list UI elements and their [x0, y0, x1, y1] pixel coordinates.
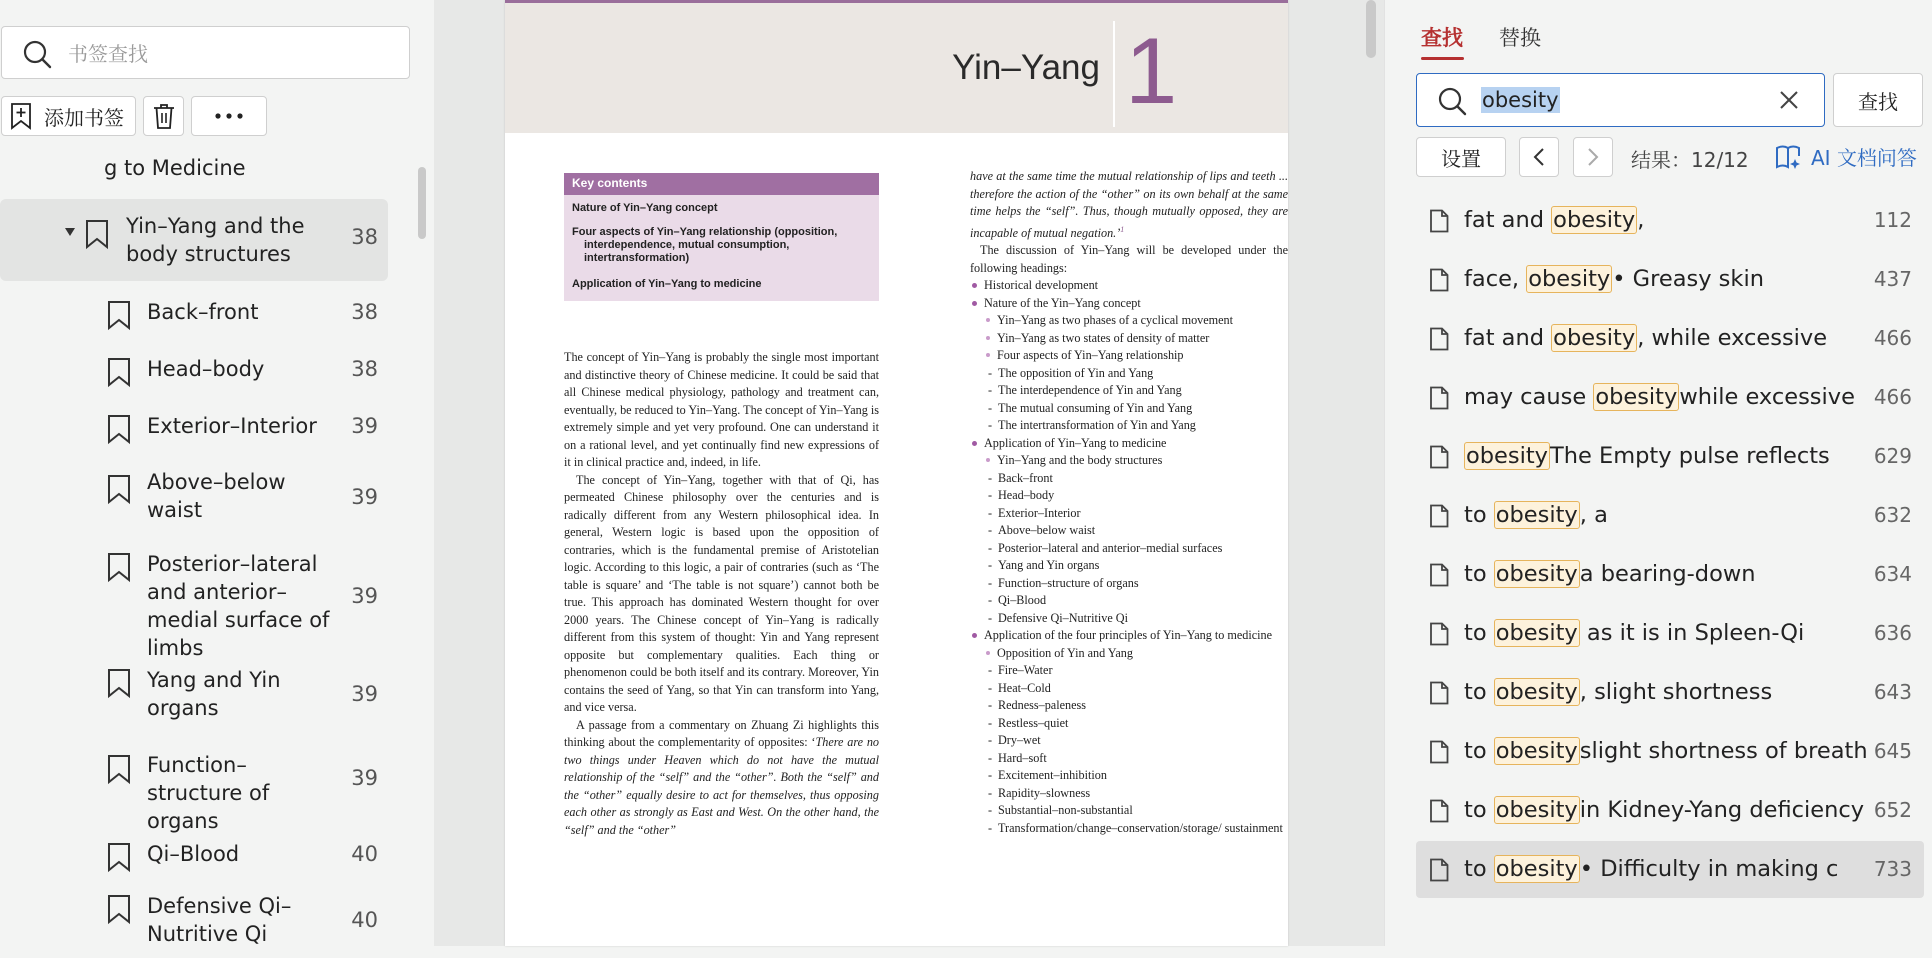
bookmark-label: Posterior–lateral and anterior–medial surface of limbs	[147, 552, 330, 660]
bookmark-search-input[interactable]	[66, 37, 390, 71]
search-result-row[interactable]	[1416, 251, 1924, 308]
outline-item: - Transformation/change–conservation/storage/ sustainment	[970, 820, 1288, 838]
bookmark-item[interactable]	[0, 890, 388, 958]
bookmark-item[interactable]	[0, 750, 388, 833]
snippet-after: , while excessive	[1637, 325, 1828, 351]
active-tab-indicator	[1421, 57, 1464, 60]
outline-item: - Redness–paleness	[970, 697, 1288, 715]
outline-item: - Defensive Qi–Nutritive Qi	[970, 610, 1288, 628]
page-icon	[1428, 209, 1450, 233]
bookmark-label: Exterior–Interior	[147, 414, 317, 438]
snippet-after: a bearing-down	[1579, 561, 1756, 587]
add-bookmark-button[interactable]	[1, 96, 136, 136]
match-highlight: obesity	[1495, 679, 1578, 705]
page-icon	[1428, 268, 1450, 292]
tab-find[interactable]: 查找	[1421, 26, 1463, 50]
bookmark-icon	[106, 300, 132, 330]
bookmark-item[interactable]	[0, 345, 388, 397]
outline-item: Opposition of Yin and Yang	[970, 645, 1288, 663]
snippet-after: The Empty pulse reflects	[1550, 443, 1830, 469]
quote-continuation: have at the same time the mutual relationship of lips and teeth ... therefore the action of the “other” on its own behalf at the same time helps the “self”. Thus, though mutually opposed, they are incapable of mutual negation.’$^1$	[970, 169, 1288, 240]
key-contents-item: Nature of Yin–Yang concept	[572, 202, 718, 214]
match-highlight: obesity	[1595, 384, 1678, 410]
outline-item: - Exterior–Interior	[970, 505, 1288, 523]
bookmark-label: Qi–Blood	[147, 842, 240, 866]
bookmark-item[interactable]	[0, 830, 388, 882]
bookmark-icon	[106, 754, 132, 784]
find-input[interactable]: obesity	[1482, 88, 1559, 112]
outline-item: - Function–structure of organs	[970, 575, 1288, 593]
snippet-before: face,	[1464, 266, 1527, 292]
bookmark-item[interactable]	[0, 664, 388, 732]
search-result-row[interactable]	[1416, 664, 1924, 721]
result-snippet	[1464, 263, 1829, 295]
outline-item: Nature of the Yin–Yang concept	[970, 295, 1288, 313]
result-page-number: 643	[1873, 680, 1912, 704]
bookmark-page: 39	[351, 682, 378, 706]
bookmark-icon	[106, 474, 132, 504]
bookmark-item[interactable]	[0, 288, 388, 340]
add-bookmark-label: 添加书签	[44, 105, 124, 130]
key-contents-item: Four aspects of Yin–Yang relationship (opposition, interdependence, mutual consumption, intertransformation)	[572, 226, 838, 264]
result-page-number: 629	[1873, 444, 1912, 468]
more-icon	[214, 112, 244, 120]
outline-item: Application of the four principles of Yin–Yang to medicine	[970, 627, 1288, 645]
search-result-row[interactable]	[1416, 605, 1924, 662]
outline-item: - Hard–soft	[970, 750, 1288, 768]
snippet-before: to	[1464, 797, 1494, 823]
search-icon	[1437, 86, 1467, 116]
search-result-row[interactable]	[1416, 369, 1924, 426]
outline-item: - Fire–Water	[970, 662, 1288, 680]
result-snippet	[1464, 440, 1829, 472]
page-icon	[1428, 445, 1450, 469]
bookmark-item[interactable]	[0, 402, 388, 454]
bookmark-item-selected[interactable]	[0, 199, 388, 281]
chapter-divider	[1113, 21, 1115, 127]
document-page	[505, 0, 1288, 946]
delete-bookmark-button[interactable]	[143, 96, 184, 136]
bookmark-icon	[106, 842, 132, 872]
body-paragraph: The concept of Yin–Yang is probably the single most important and distinctive theory of Chinese medicine. It could be said that all Chinese medical physiology, pathology and treatment can, eventually, be reduced to Yin–Yang. The concept of Yin–Yang is extremely simple and yet very profound. One can understand it on a rational level, and yet continually find new expressions of it in clinical practice and, indeed, in life.	[564, 350, 879, 469]
document-view	[434, 0, 1384, 946]
bookmark-icon	[106, 552, 132, 582]
bookmark-label: Head–body	[147, 357, 265, 381]
outline-item: - The mutual consuming of Yin and Yang	[970, 400, 1288, 418]
outline-item: - Heat–Cold	[970, 680, 1288, 698]
result-page-number: 466	[1873, 326, 1912, 350]
body-paragraph: The discussion of Yin–Yang will be developed under the following headings:	[970, 243, 1288, 275]
bookmark-search-box[interactable]	[1, 26, 410, 79]
right-text-column	[970, 168, 1288, 837]
bookmark-page: 39	[351, 414, 378, 438]
bookmark-page: 39	[351, 485, 378, 509]
result-page-number: 466	[1873, 385, 1912, 409]
bookmark-page: 38	[351, 225, 378, 249]
page-icon	[1428, 563, 1450, 587]
outline-item: - Rapidity–slowness	[970, 785, 1288, 803]
snippet-before: to	[1464, 738, 1494, 764]
result-snippet	[1464, 853, 1839, 885]
footnote-ref: 1	[1120, 224, 1125, 234]
snippet-before: to	[1464, 561, 1494, 587]
match-highlight: obesity	[1495, 797, 1578, 823]
result-snippet	[1464, 735, 1868, 767]
outline-item: - Substantial–non-substantial	[970, 802, 1288, 820]
page-icon	[1428, 386, 1450, 410]
search-icon	[22, 39, 52, 69]
snippet-after: • Greasy skin	[1612, 266, 1764, 292]
result-page-number: 632	[1873, 503, 1912, 527]
match-highlight: obesity	[1528, 266, 1611, 292]
chapter-outline	[970, 277, 1288, 837]
bookmark-item[interactable]	[0, 150, 388, 180]
result-snippet	[1464, 676, 1829, 708]
bookmark-scrollbar[interactable]	[418, 167, 426, 239]
match-highlight: obesity	[1553, 325, 1636, 351]
search-result-row[interactable]	[1416, 487, 1924, 544]
page-icon	[1428, 799, 1450, 823]
outline-item: - Excitement–inhibition	[970, 767, 1288, 785]
snippet-before: fat and	[1464, 207, 1552, 233]
match-highlight: obesity	[1495, 856, 1578, 882]
previous-result-button[interactable]	[1519, 137, 1559, 177]
bookmark-label: Yang and Yin organs	[147, 668, 281, 720]
bookmark-page: 40	[351, 908, 378, 932]
search-result-row[interactable]	[1416, 782, 1924, 839]
settings-button[interactable]: 设置	[1416, 137, 1506, 177]
result-snippet	[1464, 322, 1829, 354]
snippet-after: • Difficulty in making c	[1579, 856, 1839, 882]
outline-item: Application of Yin–Yang to medicine	[970, 435, 1288, 453]
outline-item: - The interdependence of Yin and Yang	[970, 382, 1288, 400]
ai-document-qa-button[interactable]	[1775, 142, 1917, 171]
result-snippet	[1464, 617, 1829, 649]
bookmark-page: 38	[351, 357, 378, 381]
match-highlight: obesity	[1495, 561, 1578, 587]
page-icon	[1428, 681, 1450, 705]
outline-item: Yin–Yang as two phases of a cyclical movement	[970, 312, 1288, 330]
snippet-after: ,	[1637, 207, 1645, 233]
result-page-number: 112	[1873, 208, 1912, 232]
left-text-column	[564, 349, 879, 839]
key-contents-title: Key contents	[564, 173, 879, 195]
body-paragraph: The concept of Yin–Yang, together with that of Qi, has permeated Chinese philosophy over the centuries and is radically different from any Western philosophical idea. In general, Western logic is based upon the opposition of contraries, which is the fundamental premise of Aristotelian logic. According to this logic, a pair of contraries (such as ‘The table is square’ and ‘The table is not square’) cannot both be true. This approach has dominated Western thought for over 2000 years. The Chinese concept of Yin–Yang is radically different from this system of thought: Yin and Yang represent opposite but complementary qualities. Each thing or phenomenon could be both itself and its contrary. Moreover, Yin contains the seed of Yang, so that Yin can transform into Yang, and vice versa.	[564, 472, 879, 714]
clear-icon[interactable]	[1777, 88, 1801, 112]
snippet-before: to	[1464, 620, 1494, 646]
passage-intro: A passage from a commentary on Zhuang Zi highlights this thinking about the complementarity of opposites: ‘	[564, 717, 879, 749]
bookmark-page: 40	[351, 842, 378, 866]
result-page-number: 636	[1873, 621, 1912, 645]
find-button[interactable]: 查找	[1833, 73, 1923, 127]
page-icon	[1428, 504, 1450, 528]
chevron-left-icon	[1532, 147, 1546, 167]
outline-item: Yin–Yang as two states of density of matter	[970, 330, 1288, 348]
outline-item: Four aspects of Yin–Yang relationship	[970, 347, 1288, 365]
bookmark-label: Above–below waist	[147, 470, 286, 522]
bookmark-list	[0, 150, 420, 946]
bookmark-label: Defensive Qi–Nutritive Qi	[147, 894, 292, 946]
outline-item: - Yang and Yin organs	[970, 557, 1288, 575]
match-highlight: obesity	[1495, 738, 1578, 764]
bookmark-page: 38	[351, 300, 378, 324]
result-page-number: 645	[1873, 739, 1912, 763]
bookmark-icon	[106, 414, 132, 444]
match-highlight: obesity	[1495, 620, 1578, 646]
bookmark-page: 39	[351, 766, 378, 790]
document-scrollbar[interactable]	[1366, 0, 1376, 58]
bookmark-icon	[106, 357, 132, 387]
ai-book-icon	[1775, 144, 1803, 170]
snippet-after: in Kidney-Yang deficiency	[1579, 797, 1865, 823]
body-paragraph	[564, 717, 879, 840]
key-contents-item: Application of Yin–Yang to medicine	[572, 278, 762, 290]
result-snippet	[1464, 558, 1829, 590]
result-snippet	[1464, 499, 1829, 531]
outline-item: Yin–Yang and the body structures	[970, 452, 1288, 470]
match-highlight: obesity	[1466, 443, 1549, 469]
page-icon	[1428, 327, 1450, 351]
outline-item: - Restless–quiet	[970, 715, 1288, 733]
outline-item: - Posterior–lateral and anterior–medial surfaces	[970, 540, 1288, 558]
result-snippet	[1464, 381, 1855, 413]
bookmark-item[interactable]	[0, 462, 388, 530]
snippet-after: , a	[1579, 502, 1608, 528]
bookmark-panel	[0, 0, 435, 946]
find-input-box[interactable]	[1416, 73, 1825, 127]
snippet-before: fat and	[1464, 325, 1552, 351]
chapter-header	[505, 3, 1288, 133]
key-contents-box	[564, 173, 879, 301]
snippet-after: as it is in Spleen-Qi	[1579, 620, 1805, 646]
bookmark-label: Yin–Yang and the body structures	[126, 214, 305, 266]
search-result-row[interactable]	[1416, 310, 1924, 367]
result-snippet	[1464, 204, 1829, 236]
chevron-right-icon	[1586, 147, 1600, 167]
search-result-row[interactable]	[1416, 841, 1924, 898]
tab-replace[interactable]: 替换	[1499, 26, 1541, 50]
snippet-before: may cause	[1464, 384, 1594, 410]
bookmark-page: 39	[351, 584, 378, 608]
search-result-row[interactable]	[1416, 192, 1924, 249]
passage-quote: There are no two things under Heaven which do not have the mutual relationship of the “self” and the “other”. Both the “self” and the “other” equally desire to act for themselves, thus opposing each other as strongly as East and West. On the other hand, the “self” and the “other”	[564, 735, 880, 837]
result-page-number: 652	[1873, 798, 1912, 822]
outline-item: - Back–front	[970, 470, 1288, 488]
snippet-before: to	[1464, 502, 1494, 528]
page-icon	[1428, 858, 1450, 882]
ai-label: AI 文档问答	[1811, 146, 1917, 170]
match-highlight: obesity	[1495, 502, 1578, 528]
snippet-after: slight shortness of breath	[1579, 738, 1868, 764]
result-counter: 结果：12/12	[1631, 148, 1749, 172]
page-icon	[1428, 622, 1450, 646]
outline-item: - Above–below waist	[970, 522, 1288, 540]
bookmark-label: g to Medicine	[104, 156, 246, 180]
add-bookmark-icon	[10, 102, 32, 130]
match-highlight: obesity	[1553, 207, 1636, 233]
trash-icon	[152, 102, 176, 130]
search-result-row[interactable]	[1416, 428, 1924, 485]
snippet-after: while excessive	[1679, 384, 1855, 410]
next-result-button[interactable]	[1573, 137, 1613, 177]
find-panel	[1384, 0, 1932, 946]
outline-item: - The opposition of Yin and Yang	[970, 365, 1288, 383]
page-icon	[1428, 740, 1450, 764]
bookmark-item[interactable]	[0, 548, 388, 660]
search-result-row[interactable]	[1416, 546, 1924, 603]
chapter-title: Yin–Yang	[952, 48, 1100, 87]
chapter-number: 1	[1125, 18, 1178, 123]
result-page-number: 634	[1873, 562, 1912, 586]
bookmark-label: Back–front	[147, 300, 259, 324]
bookmark-label: Function–structure of organs	[147, 753, 270, 833]
snippet-after: , slight shortness	[1579, 679, 1773, 705]
result-page-number: 437	[1873, 267, 1912, 291]
more-options-button[interactable]	[191, 96, 267, 136]
bookmark-icon	[84, 219, 110, 249]
outline-item: Historical development	[970, 277, 1288, 295]
outline-item: - The intertransformation of Yin and Yang	[970, 417, 1288, 435]
result-page-number: 733	[1873, 857, 1912, 881]
snippet-before: to	[1464, 856, 1494, 882]
outline-item: - Head–body	[970, 487, 1288, 505]
bookmark-icon	[106, 668, 132, 698]
result-snippet	[1464, 794, 1865, 826]
snippet-before: to	[1464, 679, 1494, 705]
collapse-arrow-icon[interactable]	[63, 226, 77, 238]
bookmark-icon	[106, 894, 132, 924]
outline-item: - Dry–wet	[970, 732, 1288, 750]
outline-item: - Qi–Blood	[970, 592, 1288, 610]
search-result-row[interactable]	[1416, 723, 1924, 780]
